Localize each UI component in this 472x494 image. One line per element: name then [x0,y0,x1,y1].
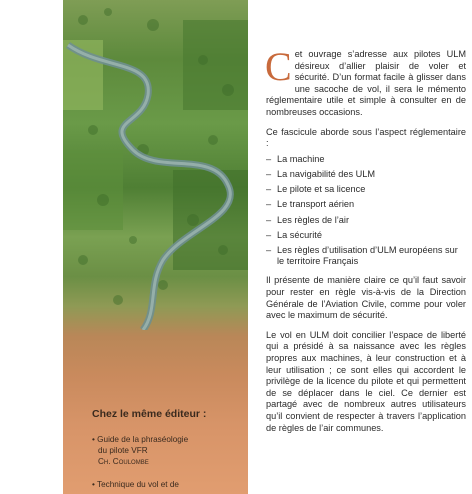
body-paragraph: Le vol en ULM doit concilier l’espace de liberté qui a présidé à sa naissance avec les règles propres aux machines, à leur construction et à leur utilisation ; ce sont elles qui accordent le privilège de la licence du pilote et qui permettent de se déplacer dans le ciel. Ce dernier est partagé avec de nombreux autres utilisateurs qu’il convient de respecter à travers l’application de règles de l’air communes. [266,329,466,433]
list-item: – Le transport aérien [266,199,466,210]
section-lead: Ce fascicule aborde sous l’aspect réglementaire : [266,126,466,149]
list-item: – Le pilote et sa licence [266,184,466,195]
publisher-item-line: • Guide de la phraséologie [92,435,189,444]
list-item: – Les règles de l’air [266,215,466,226]
list-item: – La machine [266,154,466,165]
river-landscape-illustration [63,0,248,330]
drop-cap: C [265,44,292,89]
publisher-heading: Chez le même éditeur : [92,408,207,420]
intro-paragraph [265,44,466,119]
publisher-item-line: • Technique du vol et de [92,480,179,489]
publisher-list [92,408,242,494]
publisher-item-line: du pilote VFR [98,446,148,455]
topics-list [266,154,466,268]
intro-text: et ouvrage s’adresse aux pilotes ULM désireux d’allier plaisir de voler et sécurité. D’un format facile à glisser dans une sacoche de vol, il sera le mémento réglementaire utile et simple à consulter en de nombreuses occasions. [266,49,466,117]
publisher-item-author: Ch. Coulombe [98,457,149,466]
list-item: – La sécurité [266,230,466,241]
publisher-item [92,434,242,467]
list-item: – Les règles d’utilisation d’ULM européens sur le territoire Français [266,245,466,267]
description-column [265,44,466,442]
aerial-photo-band [63,0,248,494]
body-paragraph: Il présente de manière claire ce qu’il faut savoir pour rester en règle vis-à-vis de la Direction Générale de l’Aviation Civile, comme pour voler avec le maximum de sécurité. [266,275,466,321]
publisher-item [92,479,242,490]
list-item: – La navigabilité des ULM [266,169,466,180]
